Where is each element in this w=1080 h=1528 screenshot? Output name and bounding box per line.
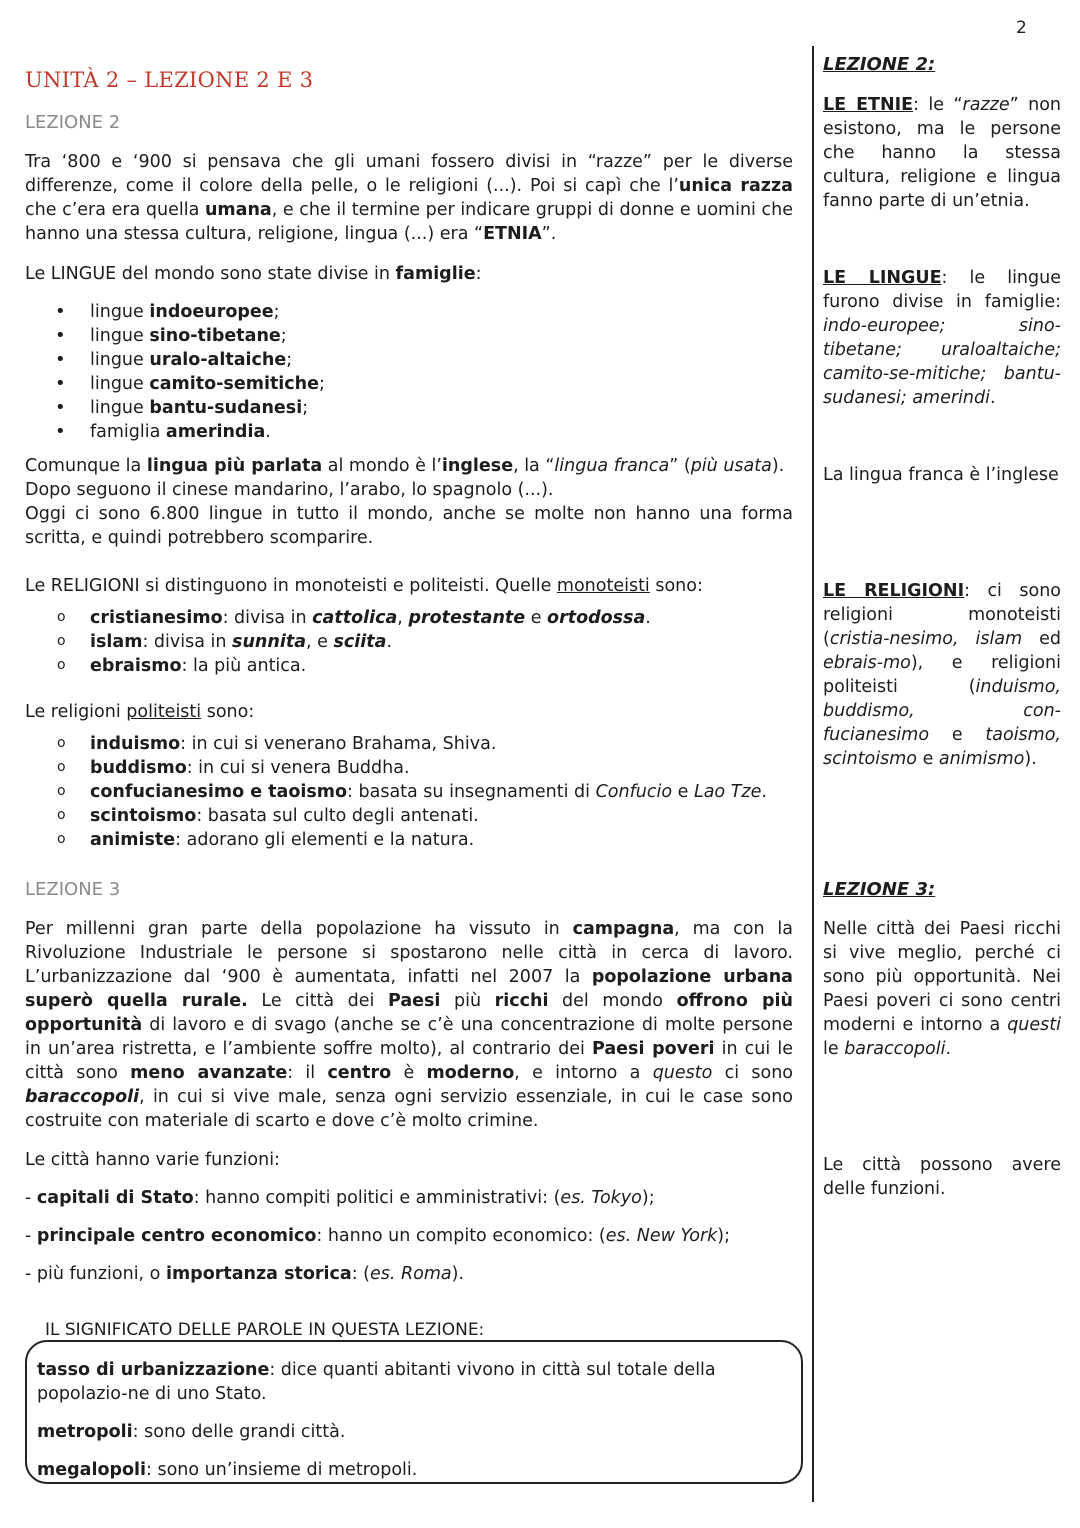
lingue-list	[25, 300, 793, 444]
definition-megalopoli: megalopoli: sono un’insieme di metropoli.	[37, 1460, 418, 1480]
razze-paragraph: Tra ‘800 e ‘900 si pensava che gli umani fossero divisi in “razze” per le diverse differenze, come il colore della pelle, o le religioni (...). Poi si capì che l’unica razza che c’era era quella umana, e che il termine per indicare gruppi di donne e uomini che hanno una stessa cultura, religione, lingua (...) era “ETNIA”.	[25, 152, 793, 244]
definitions-box	[25, 1340, 803, 1484]
list-item: o scintoismo: basata sul culto degli antenati.	[25, 804, 793, 828]
sidebar-funzioni: Le città possono avere delle funzioni.	[823, 1155, 1061, 1199]
list-item: o islam: divisa in sunnita, e sciita.	[25, 630, 793, 654]
politeisti-intro: Le religioni politeisti sono:	[25, 702, 255, 722]
list-item: • lingue sino-tibetane;	[25, 324, 793, 348]
lingua-franca-paragraph: Comunque la lingua più parlata al mondo è l’inglese, la “lingua franca” (più usata). Dopo seguono il cinese mandarino, l’arabo, lo spagnolo (...). Oggi ci sono 6.800 lingue in tutto il mondo, anche se molte non hanno una forma scritta, e quindi potrebbero scomparire.	[25, 456, 793, 548]
list-item: o cristianesimo: divisa in cattolica, protestante e ortodossa.	[25, 606, 793, 630]
citta-paragraph: Per millenni gran parte della popolazione ha vissuto in campagna, ma con la Rivoluzione Industriale le persone si spostarono nelle città in cerca di lavoro. L’urbanizzazione dal ‘900 è aumentata, infatti nel 2007 la popolazione urbana superò quella rurale. Le città dei Paesi più ricchi del mondo offrono più opportunità di lavoro e di svago (anche se c’è una concentrazione di molte persone in un’area ristretta, e l’ambiente soffre molto), al contrario dei Paesi poveri in cui le città sono meno avanzate: il centro è moderno, e intorno a questo ci sono baraccopoli, in cui si vive male, senza ogni servizio essenziale, in cui le case sono costruite con materiale di scarto e dove c’è molto crimine.	[25, 919, 794, 1131]
sidebar-franca: La lingua franca è l’inglese	[823, 465, 1059, 485]
sidebar-lesson3-heading: LEZIONE 3:	[823, 879, 936, 900]
monoteisti-list	[25, 606, 793, 678]
politeisti-list	[25, 732, 793, 852]
lingue-intro: Le LINGUE del mondo sono state divise in famiglie:	[25, 264, 482, 284]
lesson3-heading: LEZIONE 3	[25, 879, 121, 900]
funzione-storica: - più funzioni, o importanza storica: (es. Roma).	[25, 1264, 465, 1284]
lesson2-heading: LEZIONE 2	[25, 112, 121, 133]
definition-metropoli: metropoli: sono delle grandi città.	[37, 1422, 346, 1442]
column-divider	[812, 46, 814, 1502]
list-item: • lingue uralo-altaiche;	[25, 348, 793, 372]
list-item: o buddismo: in cui si venera Buddha.	[25, 756, 793, 780]
religioni-intro: Le RELIGIONI si distinguono in monoteisti e politeisti. Quelle monoteisti sono:	[25, 576, 703, 596]
funzione-capitali: - capitali di Stato: hanno compiti politici e amministrativi: (es. Tokyo);	[25, 1188, 655, 1208]
funzioni-intro: Le città hanno varie funzioni:	[25, 1150, 280, 1170]
list-item: o ebraismo: la più antica.	[25, 654, 793, 678]
sidebar-lesson2-heading: LEZIONE 2:	[823, 54, 936, 75]
definitions-title: IL SIGNIFICATO DELLE PAROLE IN QUESTA LEZIONE:	[45, 1320, 485, 1340]
sidebar-etnie: LE ETNIE: le “razze” non esistono, ma le persone che hanno la stessa cultura, religione e lingua fanno parte di un’etnia.	[823, 95, 1061, 211]
unit-title: UNITÀ 2 – LEZIONE 2 E 3	[25, 68, 314, 92]
funzione-economico: - principale centro economico: hanno un compito economico: (es. New York);	[25, 1226, 731, 1246]
definition-tasso: tasso di urbanizzazione: dice quanti abitanti vivono in città sul totale della popolazio-ne di uno Stato.	[37, 1360, 716, 1404]
list-item: o induismo: in cui si venerano Brahama, Shiva.	[25, 732, 793, 756]
list-item: • lingue indoeuropee;	[25, 300, 793, 324]
list-item: • famiglia amerindia.	[25, 420, 793, 444]
sidebar-citta: Nelle città dei Paesi ricchi si vive meglio, perché ci sono più opportunità. Nei Paesi poveri ci sono centri moderni e intorno a questi le baraccopoli.	[823, 919, 1061, 1059]
list-item: • lingue bantu-sudanesi;	[25, 396, 793, 420]
list-item: • lingue camito-semitiche;	[25, 372, 793, 396]
sidebar-lingue: LE LINGUE: le lingue furono divise in famiglie: indo-europee; sino-tibetane; uraloaltaiche; camito-se-mitiche; bantu-sudanesi; amerindi.	[823, 268, 1061, 408]
list-item: o confucianesimo e taoismo: basata su insegnamenti di Confucio e Lao Tze.	[25, 780, 793, 804]
page-number: 2	[1016, 18, 1027, 38]
sidebar-religioni: LE RELIGIONI: ci sono religioni monoteisti (cristia-nesimo, islam ed ebrais-mo), e religioni politeisti (induismo, buddismo, con-fucianesimo e taoismo, scintoismo e animismo).	[823, 581, 1061, 769]
list-item: o animiste: adorano gli elementi e la natura.	[25, 828, 793, 852]
